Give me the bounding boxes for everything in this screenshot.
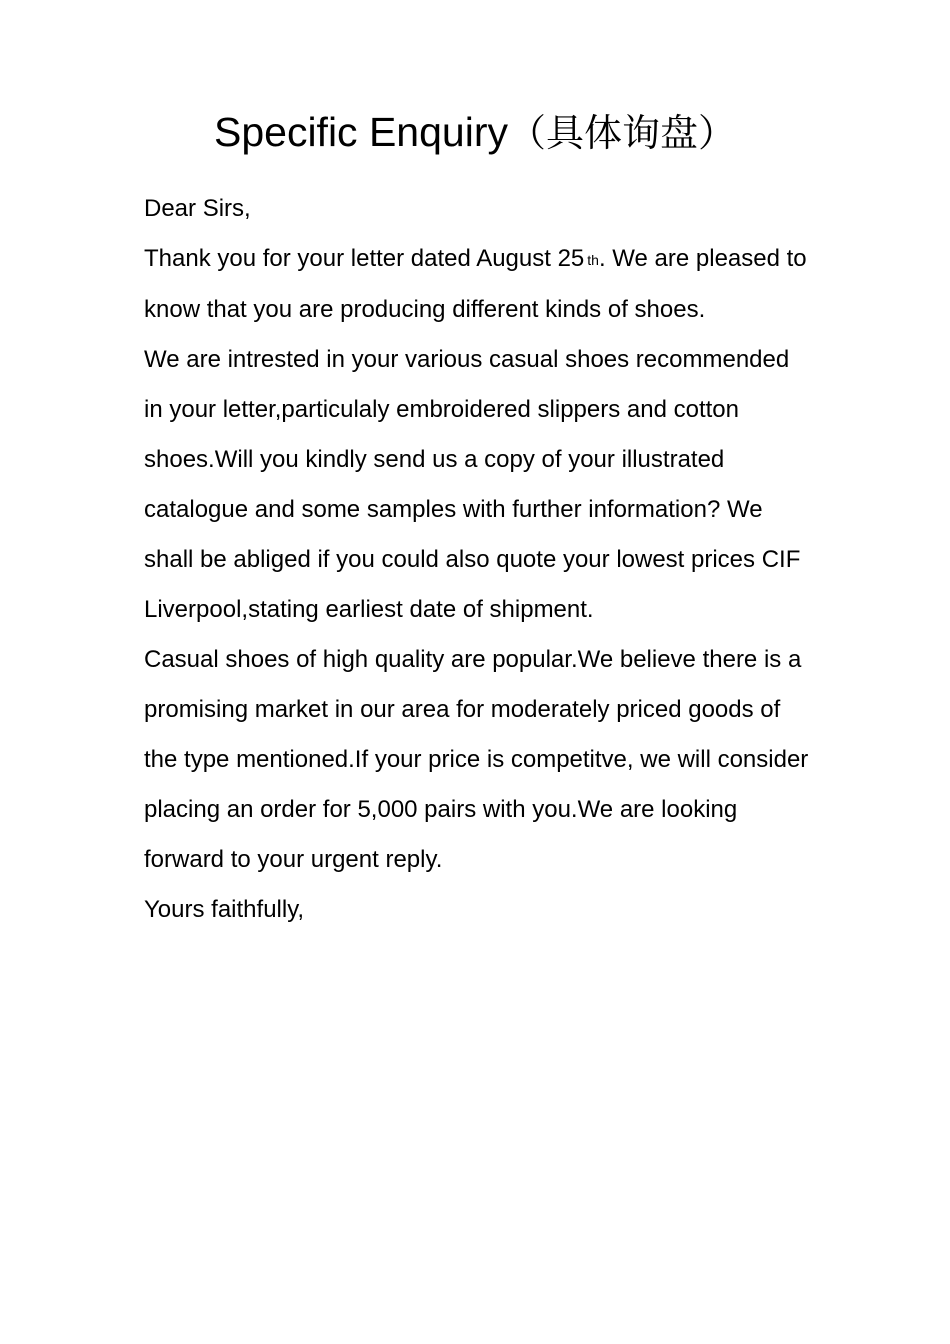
paragraph-1-text: Thank you for your letter dated August 25	[144, 245, 585, 272]
salutation: Dear Sirs,	[144, 195, 251, 222]
letter-body	[144, 184, 812, 935]
title-chinese: （具体询盘）	[507, 111, 736, 155]
paragraph-3: Casual shoes of high quality are popular.We believe there is a promising market in our area for moderately priced goods of the type mentioned.If your price is competitve, we will consider placing an order for 5,000 pairs with you.We are looking forward to your urgent reply.	[144, 646, 809, 873]
paragraph-1-continued: . We are pleased to know that you are producing different kinds of shoes.	[144, 245, 807, 323]
paragraph-1	[144, 234, 812, 335]
ordinal-suffix: th	[587, 252, 599, 268]
document-title	[0, 106, 950, 159]
title-english: Specific Enquiry	[214, 109, 508, 155]
paragraph-2: We are intrested in your various casual shoes recommended in your letter,particulaly embroidered slippers and cotton shoes.Will you kindly send us a copy of your illustrated catalogue and some samples with further information? We shall be abliged if you could also quote your lowest prices CIF Liverpool,stating earliest date of shipment.	[144, 346, 801, 623]
closing: Yours faithfully,	[144, 896, 305, 923]
